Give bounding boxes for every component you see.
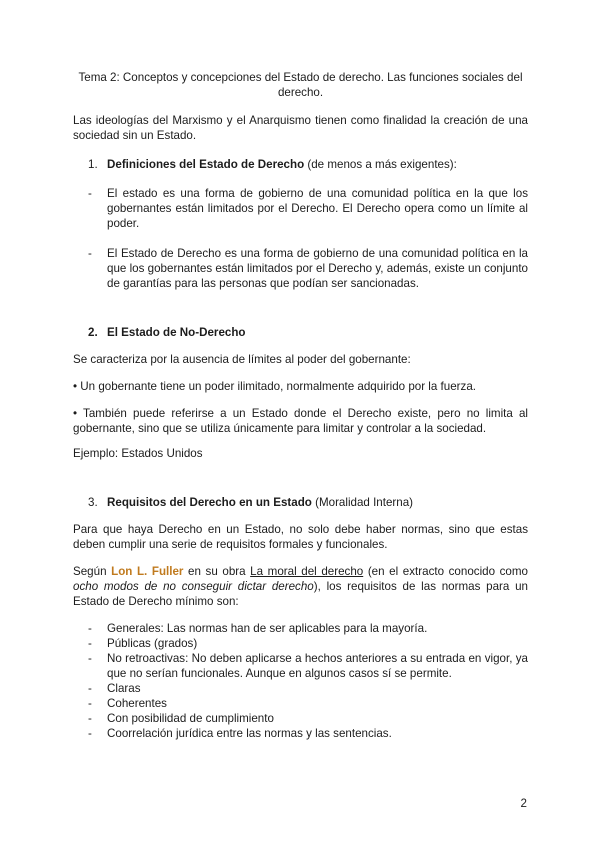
requirement-item [73,651,528,681]
fuller-paragraph [73,564,528,609]
text-run: Según [73,565,112,578]
dash-bullet: - [88,247,92,260]
extract-name: ocho modos de no conseguir dictar derecho [73,580,314,593]
intro-paragraph: Las ideologías del Marxismo y el Anarquismo tienen como finalidad la creación de una sociedad sin un Estado. [73,114,528,142]
section-2-description: Se caracteriza por la ausencia de límites al poder del gobernante: [73,353,411,366]
requirement-text: No retroactivas: No deben aplicarse a hechos anteriores a su entrada en vigor, ya que no serían funcionales. Aunque en algunos casos sí se permite. [107,652,528,680]
requirements-list [73,621,528,741]
requirement-text: Coorrelación jurídica entre las normas y las sentencias. [107,727,392,740]
section-3-intro: Para que haya Derecho en un Estado, no solo debe haber normas, sino que estas deben cumplir una serie de requisitos formales y funcionales. [73,523,528,551]
section-2-number: 2. [88,326,98,339]
section-2-heading [73,325,528,340]
document-page [73,70,528,741]
page-number: 2 [520,797,527,810]
dash-bullet: - [88,652,92,665]
dash-bullet: - [88,637,92,650]
requirement-item [73,696,528,711]
text-run: en su obra [183,565,251,578]
section-1-number: 1. [88,158,98,171]
requirement-item [73,726,528,741]
no-derecho-point: • Un gobernante tiene un poder ilimitado, normalmente adquirido por la fuerza. [73,380,476,393]
dash-bullet: - [88,622,92,635]
section-3-number: 3. [88,496,98,509]
requirement-text: Con posibilidad de cumplimiento [107,712,274,725]
requirement-item [73,621,528,636]
dash-bullet: - [88,682,92,695]
definition-text: El estado es una forma de gobierno de una comunidad política en la que los gobernantes están limitados por el Derecho. El Derecho opera como un límite al poder. [107,187,528,230]
section-3-title: Requisitos del Derecho en un Estado [107,496,312,509]
section-3-subtitle: (Moralidad Interna) [311,496,414,509]
definition-text: El Estado de Derecho es una forma de gobierno de una comunidad política en la que los gobernantes están limitados por el Derecho y, además, existe un conjunto de garantías para las personas que podían ser sancionadas. [107,247,528,290]
text-run: ), los requisitos de las normas para un Estado de Derecho mínimo son: [73,580,528,608]
no-derecho-point: • También puede referirse a un Estado donde el Derecho existe, pero no limita al gobernante, sino que se utiliza únicamente para limitar y controlar a la sociedad. [73,407,528,435]
dash-bullet: - [88,727,92,740]
page-title: Tema 2: Conceptos y concepciones del Estado de derecho. Las funciones sociales del derecho. [78,71,523,99]
definition-item [73,186,528,231]
requirement-text: Claras [107,682,141,695]
requirement-text: Públicas (grados) [107,637,198,650]
section-3-heading [73,495,528,510]
section-2-title: El Estado de No-Derecho [107,326,246,339]
dash-bullet: - [88,697,92,710]
dash-bullet: - [88,712,92,725]
requirement-text: Coherentes [107,697,167,710]
work-title: La moral del derecho [250,565,364,578]
author-name: Lon L. Fuller [111,565,184,578]
requirement-text: Generales: Las normas han de ser aplicables para la mayoría. [107,622,428,635]
example-line: Ejemplo: Estados Unidos [73,447,203,460]
requirement-item [73,681,528,696]
text-run: (en el extracto conocido como [363,565,528,578]
requirement-item [73,711,528,726]
section-1-subtitle: (de menos a más exigentes): [304,158,457,171]
section-1-title: Definiciones del Estado de Derecho [107,158,305,171]
requirement-item [73,636,528,651]
definition-item [73,246,528,291]
dash-bullet: - [88,187,92,200]
section-1-heading [73,157,528,172]
